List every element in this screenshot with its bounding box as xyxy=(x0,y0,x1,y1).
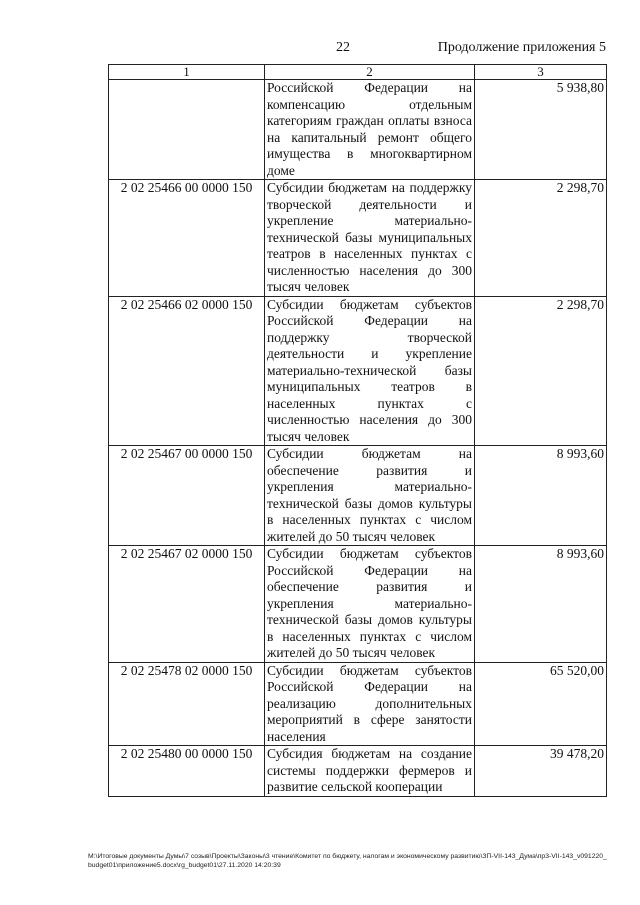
classification-code: 2 02 25478 02 0000 150 xyxy=(109,662,265,746)
table-row xyxy=(109,746,607,797)
table-row xyxy=(109,446,607,546)
classification-code: 2 02 25480 00 0000 150 xyxy=(109,746,265,797)
amount: 8 993,60 xyxy=(475,446,607,546)
amount: 5 938,80 xyxy=(475,80,607,180)
classification-code: 2 02 25466 00 0000 150 xyxy=(109,180,265,297)
classification-code: 2 02 25467 02 0000 150 xyxy=(109,546,265,663)
revenue-name: Субсидии бюджетам на поддержку творческой деятельности и укрепление материально-технической базы муниципальных театров в населенных пунктах с численностью населения до 300 тысяч человек xyxy=(265,180,475,297)
revenue-name: Субсидии бюджетам субъектов Российской Федерации на поддержку творческой деятельности и укрепление материально-технической базы муниципальных театров в населенных пунктах с численностью населения до 300 тысяч человек xyxy=(265,296,475,446)
classification-code xyxy=(109,80,265,180)
table-row xyxy=(109,296,607,446)
revenue-name: Субсидия бюджетам на создание системы поддержки фермеров и развитие сельской кооперации xyxy=(265,746,475,797)
amount: 2 298,70 xyxy=(475,296,607,446)
revenue-name: Субсидии бюджетам субъектов Российской Федерации на реализацию дополнительных мероприятий в сфере занятости населения xyxy=(265,662,475,746)
classification-code: 2 02 25466 02 0000 150 xyxy=(109,296,265,446)
amount: 8 993,60 xyxy=(475,546,607,663)
page-number: 22 xyxy=(336,40,350,55)
amount: 2 298,70 xyxy=(475,180,607,297)
table-row xyxy=(109,662,607,746)
column-header: 2 xyxy=(265,65,475,80)
revenue-name: Субсидии бюджетам на обеспечение развития и укрепления материально-технической базы домов культуры в населенных пунктах с числом жителей до 50 тысяч человек xyxy=(265,446,475,546)
table-row xyxy=(109,180,607,297)
document-path-footer: M:\Итоговые документы Думы\7 созыв\Проекты\Законы\3 чтение\Комитет по бюджету, налогам и экономическому развитию\ЗП-VII-143_Дума\пр3-VII-143_v091220_budget01\приложение5.docx\rg_budget01\27.11.2020 14:20:39 xyxy=(88,853,607,869)
amount: 39 478,20 xyxy=(475,746,607,797)
classification-code: 2 02 25467 00 0000 150 xyxy=(109,446,265,546)
column-header: 3 xyxy=(475,65,607,80)
revenue-name: Субсидии бюджетам субъектов Российской Федерации на обеспечение развития и укрепления материально-технической базы домов культуры в населенных пунктах с числом жителей до 50 тысяч человек xyxy=(265,546,475,663)
table-header-row xyxy=(109,65,607,80)
continuation-label: Продолжение приложения 5 xyxy=(437,40,606,55)
budget-table xyxy=(108,64,607,797)
table-row xyxy=(109,80,607,180)
amount: 65 520,00 xyxy=(475,662,607,746)
column-header: 1 xyxy=(109,65,265,80)
revenue-name: Российской Федерации на компенсацию отдельным категориям граждан оплаты взноса на капитальный ремонт общего имущества в многоквартирном доме xyxy=(265,80,475,180)
table-row xyxy=(109,546,607,663)
